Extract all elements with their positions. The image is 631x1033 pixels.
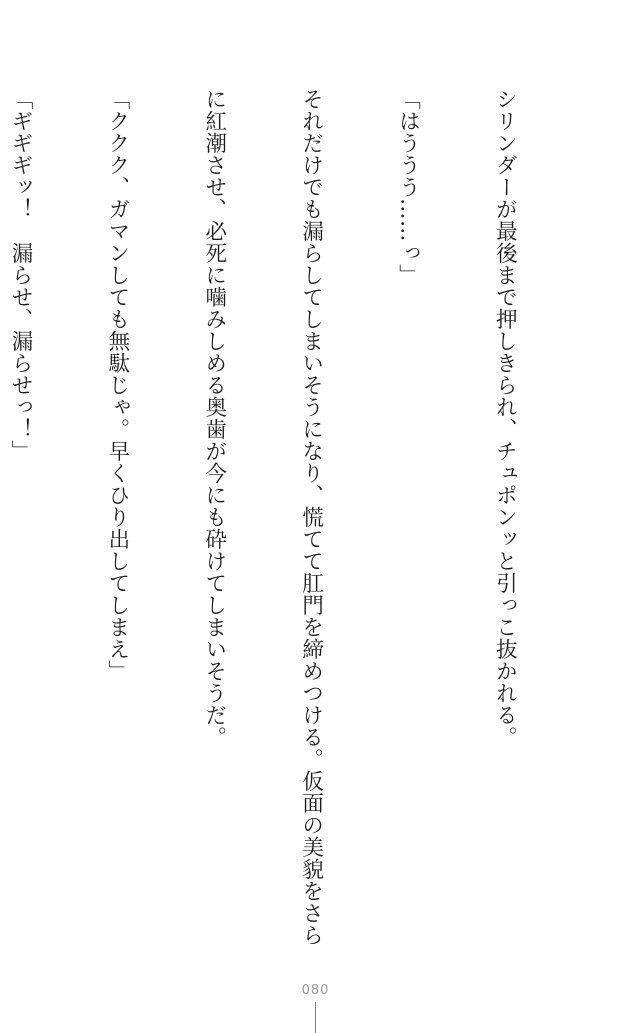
- text-line: 「ギギギッ！ 漏らせ、漏らせっ！」: [7, 88, 33, 462]
- text-line: シリンダーが最後まで押しきられ、チュポンッと引っこ抜かれる。: [492, 88, 518, 748]
- page-number-rule: [315, 1002, 316, 1033]
- text-line: 「ククク、ガマンしても無駄じゃ。早くひり出してしまえ」: [104, 88, 130, 682]
- page-number: 080: [301, 983, 330, 998]
- text-line: 「はううう……っ」: [395, 88, 421, 286]
- text-line: に紅潮させ、必死に噛みしめる奥歯が今にも砕けてしまいそうだ。: [201, 88, 227, 748]
- text-line: それだけでも漏らしてしまいそうになり、慌てて肛門を締めつける。仮面の美貌をさら: [298, 88, 324, 946]
- vertical-text-body: [0, 88, 585, 956]
